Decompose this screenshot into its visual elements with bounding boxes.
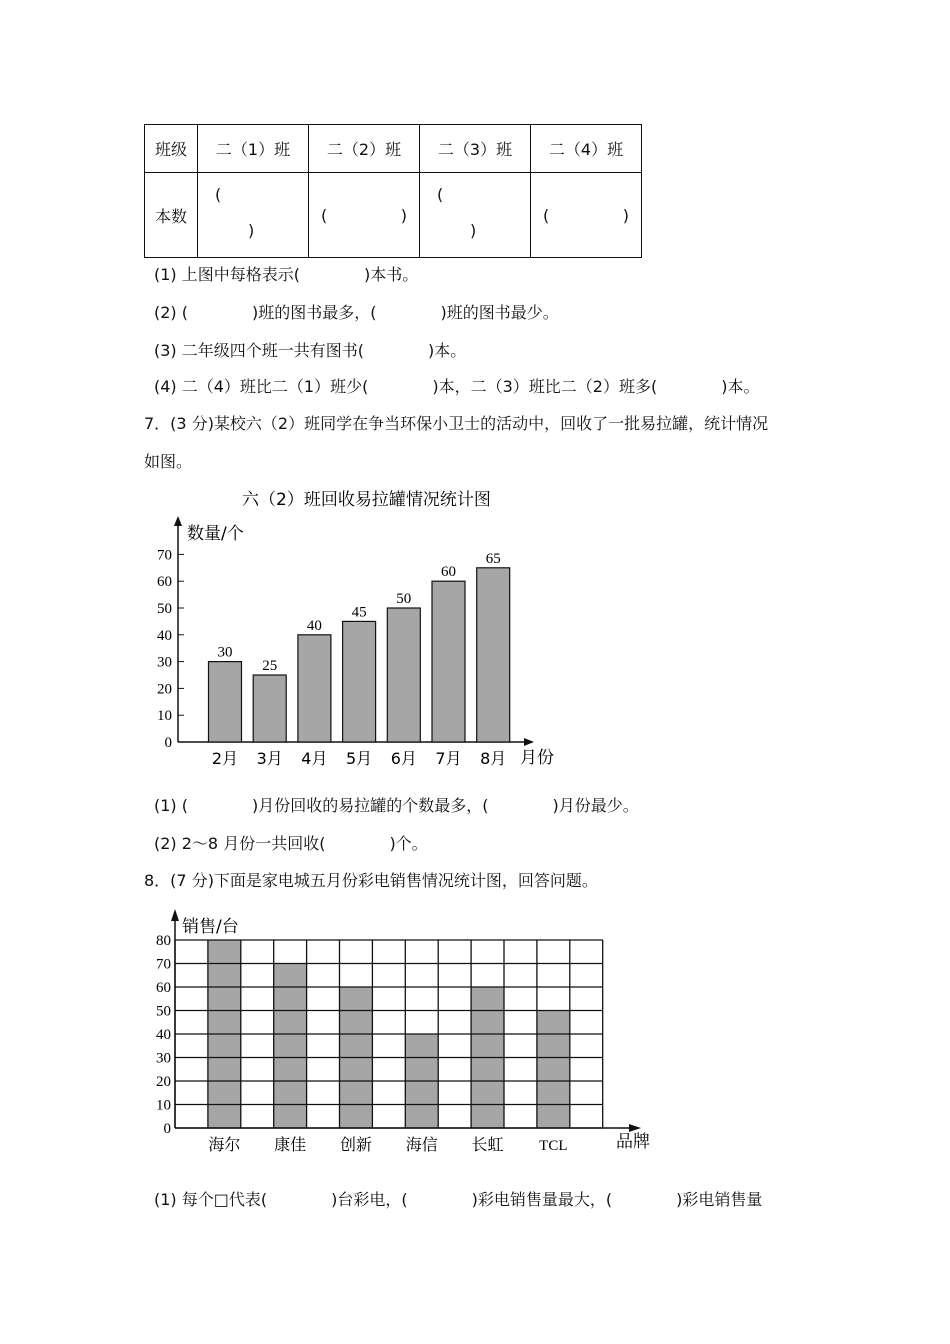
x-tick-label: 4月 [301,749,328,768]
x-axis-arrow [524,738,534,746]
x-axis-arrow [629,1124,641,1132]
q6-sub-4: (4) 二（4）班比二（1）班少( )本，二（3）班比二（2）班多( )本。 [154,377,760,396]
x-tick-label: 6月 [390,749,417,768]
y-tick-label: 20 [156,1074,171,1090]
q8-sub-1: (1) 每个□代表( )台彩电，( )彩电销售量最大，( )彩电销售量 [154,1190,763,1209]
y-tick-label: 60 [156,980,171,996]
x-axis-label: 品牌 [616,1132,650,1152]
y-tick-label: 50 [156,1003,171,1020]
bar [537,1011,570,1129]
header-cell: 二（1）班 [198,125,309,173]
header-cell: 二（4）班 [531,125,642,173]
row-label: 本数 [145,173,198,258]
q7-stem-line1: 7．(3 分)某校六（2）班同学在争当环保小卫士的活动中，回收了一批易拉罐，统计情况 [144,414,769,433]
bar [432,581,465,742]
header-cell: 二（3）班 [420,125,531,173]
x-tick-label: 康佳 [274,1135,307,1154]
y-tick-label: 60 [157,574,172,591]
cans-bar-chart [140,480,580,780]
q8-stem: 8．(7 分)下面是家电城五月份彩电销售情况统计图，回答问题。 [144,871,598,890]
x-tick-label: 3月 [256,749,283,768]
y-tick-label: 80 [156,933,171,949]
q6-sub-1: (1) 上图中每格表示( )本书。 [154,265,419,284]
answer-cell[interactable]: ( ) [420,173,531,258]
y-tick-label: 50 [157,601,172,617]
header-cell: 班级 [145,125,198,173]
class-book-table [144,124,642,258]
y-axis-label: 数量/个 [187,524,244,544]
x-axis-label: 月份 [520,748,554,768]
data-label: 40 [306,617,322,634]
answer-cell[interactable]: ( ) [531,173,642,258]
data-label: 50 [396,591,412,607]
data-label: 60 [441,564,456,581]
x-tick-label: 长虹 [471,1135,504,1154]
data-label: 30 [217,644,233,661]
y-tick-label: 0 [164,735,172,751]
y-tick-label: 10 [156,1097,171,1114]
data-label: 25 [262,658,278,674]
y-axis-arrow [171,909,179,921]
x-tick-label: 海信 [405,1135,438,1154]
y-tick-label: 0 [163,1121,171,1137]
x-tick-label: 7月 [435,749,462,768]
bar [387,608,420,742]
answer-cell[interactable]: ( ) [198,173,309,258]
answer-cell[interactable]: ( ) [309,173,420,258]
bar [477,568,510,742]
q6-sub-3: (3) 二年级四个班一共有图书( )本。 [154,341,467,360]
x-tick-label: 8月 [480,749,507,768]
x-tick-label: 海尔 [208,1135,241,1154]
tv-sales-grid-chart [140,905,660,1165]
q7-sub-1: (1) ( )月份回收的易拉罐的个数最多，( )月份最少。 [154,796,639,815]
data-label: 65 [485,550,501,567]
q7-stem-line2: 如图。 [144,452,193,471]
y-tick-label: 30 [156,1050,171,1067]
y-axis-arrow [174,516,182,526]
bar [209,662,242,742]
bar [253,675,286,742]
chart-title: 六（2）班回收易拉罐情况统计图 [242,490,491,510]
y-tick-label: 40 [157,627,172,644]
q7-sub-2: (2) 2～8 月份一共回收( )个。 [154,834,428,853]
y-tick-label: 70 [156,956,171,973]
header-cell: 二（2）班 [309,125,420,173]
table-answer-row [145,173,642,258]
q6-sub-2: (2) ( )班的图书最多，( )班的图书最少。 [154,303,559,322]
data-label: 45 [351,604,367,621]
y-tick-label: 40 [156,1027,171,1043]
y-axis-label: 销售/台 [182,917,239,937]
y-tick-label: 70 [157,547,172,564]
x-tick-label: TCL [539,1138,568,1154]
x-tick-label: 2月 [211,749,239,768]
x-tick-label: 创新 [339,1135,372,1154]
bar [343,621,376,742]
bar [298,635,331,742]
y-tick-label: 20 [157,681,172,698]
x-tick-label: 5月 [346,749,373,768]
table-header-row [145,125,642,173]
y-tick-label: 30 [157,654,172,671]
bar [274,964,307,1129]
y-tick-label: 10 [157,708,172,725]
